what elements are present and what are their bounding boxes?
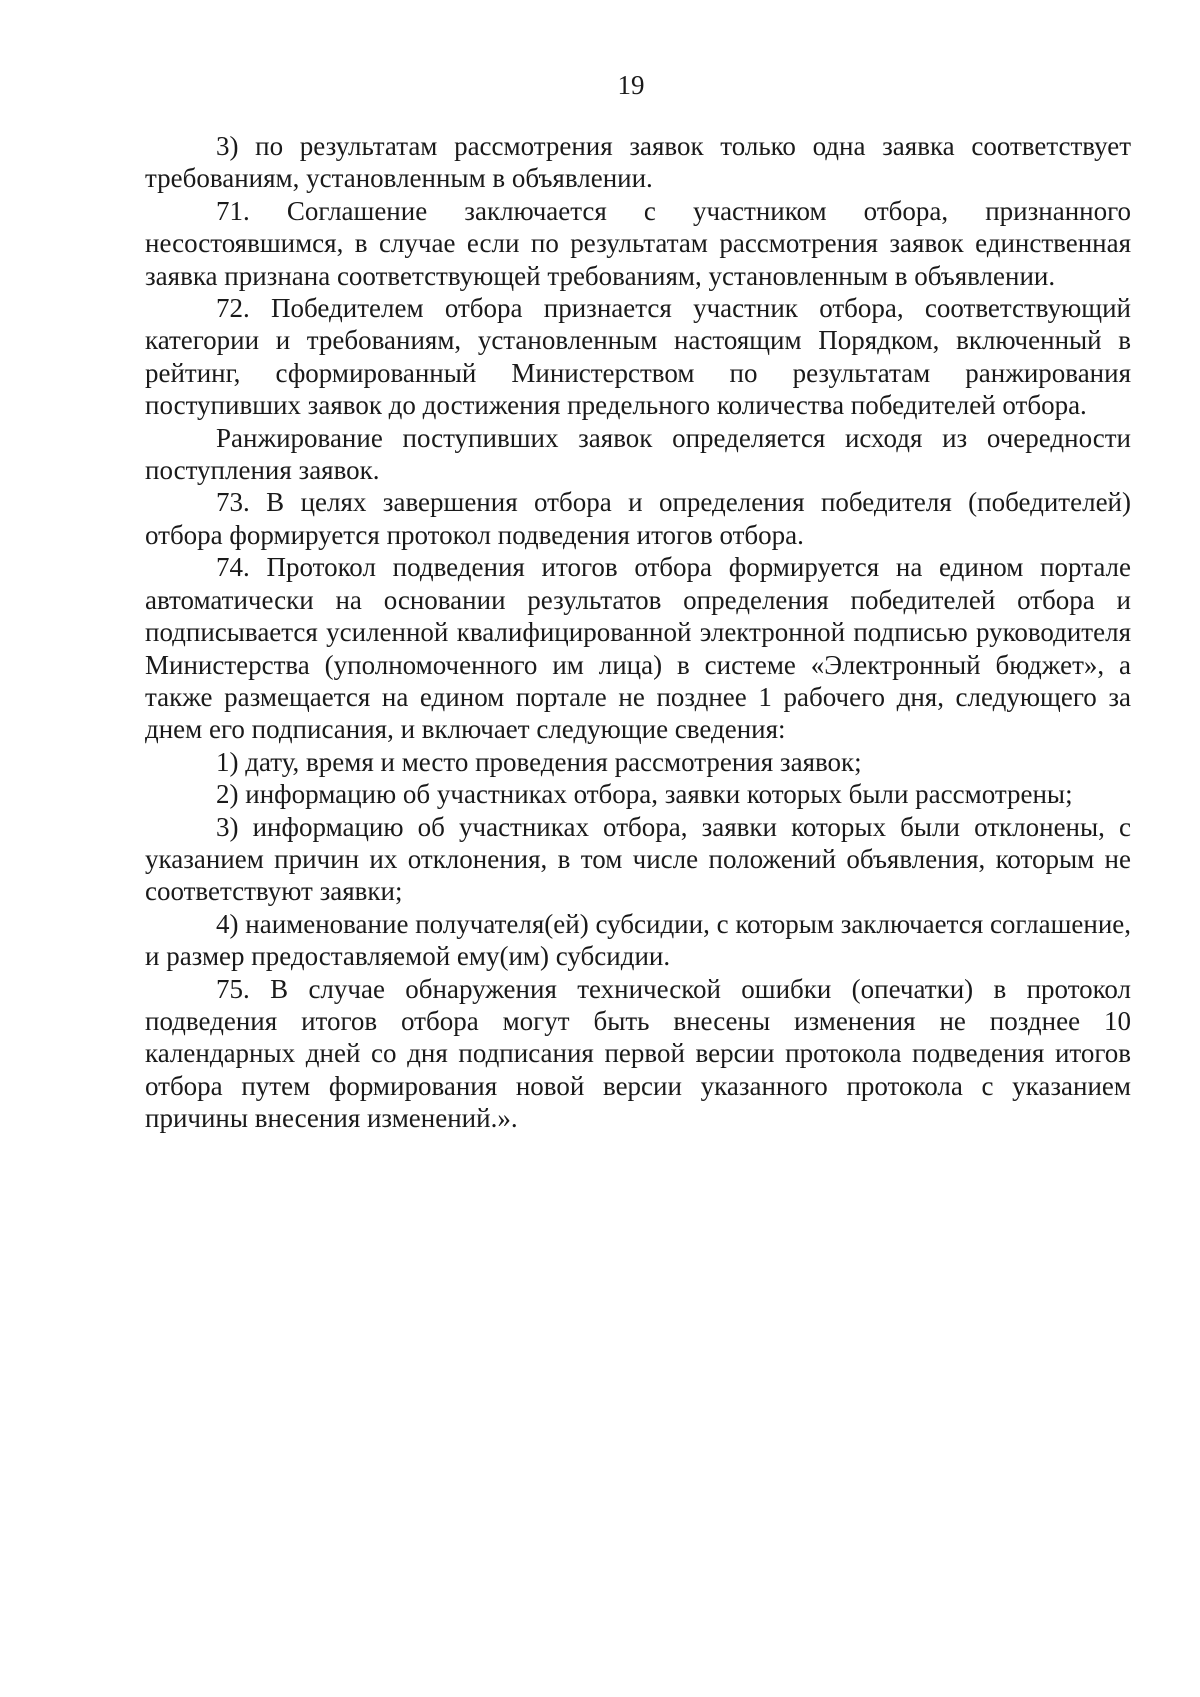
document-body xyxy=(145,130,1131,1135)
paragraph-74-item-2: 2) информацию об участниках отбора, заявки которых были рассмотрены; xyxy=(216,779,1073,810)
paragraph-74-item-3: 3) информацию об участниках отбора, заявки которых были отклонены, с указанием причин их отклонения, в том числе положений объявления, которым не соответствуют заявки; xyxy=(145,811,1131,907)
paragraph-74-item-1: 1) дату, время и место проведения рассмотрения заявок; xyxy=(216,746,862,777)
paragraph-74: 74. Протокол подведения итогов отбора формируется на едином портале автоматически на основании результатов определения победителей отбора и подписывается усиленной квалифицированной электронной подписью руководителя Министерства (уполномоченного им лица) в системе «Электронный бюджет», а также размещается на едином портале не позднее 1 рабочего дня, следующего за днем его подписания, и включает следующие сведения: xyxy=(145,552,1131,745)
paragraph-71: 71. Соглашение заключается с участником отбора, признанного несостоявшимся, в случае если по результатам рассмотрения заявок единственная заявка признана соответствующей требованиям, установленным в объявлении. xyxy=(145,195,1131,291)
paragraph-72: 72. Победителем отбора признается участник отбора, соответствующий категории и требованиям, установленным настоящим Порядком, включенный в рейтинг, сформированный Министерством по результатам ранжирования поступивших заявок до достижения предельного количества победителей отбора. xyxy=(145,293,1131,421)
paragraph-74-item-4: 4) наименование получателя(ей) субсидии, с которым заключается соглашение, и размер предоставляемой ему(им) субсидии. xyxy=(145,908,1131,972)
paragraph-ranking: Ранжирование поступивших заявок определяется исходя из очередности поступления заявок. xyxy=(145,422,1131,486)
page-number: 19 xyxy=(617,70,645,100)
paragraph-3-single-application: 3) по результатам рассмотрения заявок только одна заявка соответствует требованиям, установленным в объявлении. xyxy=(145,131,1131,194)
paragraph-73: 73. В целях завершения отбора и определения победителя (победителей) отбора формируется протокол подведения итогов отбора. xyxy=(145,487,1131,550)
paragraph-75: 75. В случае обнаружения технической ошибки (опечатки) в протокол подведения итогов отбора могут быть внесены изменения не позднее 10 календарных дней со дня подписания первой версии протокола подведения итогов отбора путем формирования новой версии указанного протокола с указанием причины внесения изменений.». xyxy=(145,973,1131,1134)
